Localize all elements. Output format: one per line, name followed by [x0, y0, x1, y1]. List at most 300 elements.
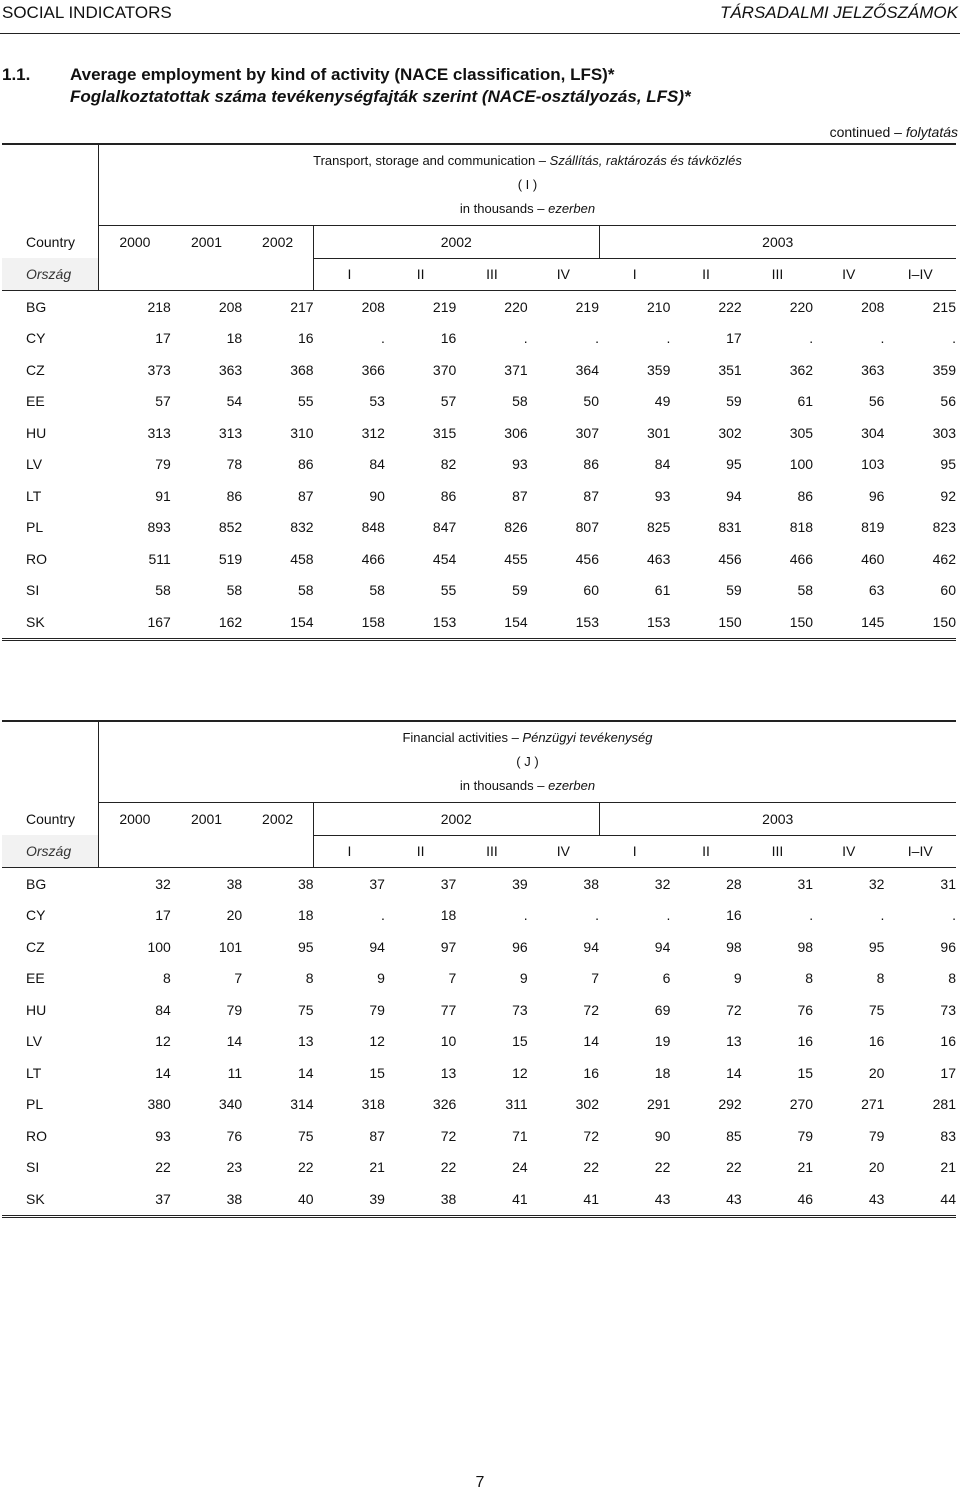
header-right-label: TÁRSADALMI JELZŐSZÁMOK	[719, 3, 958, 22]
value-cell: 16	[726, 907, 742, 924]
value-cell: 371	[504, 361, 528, 378]
value-cell: 58	[797, 582, 814, 599]
value-cell: 455	[504, 550, 528, 567]
value-cell: 73	[512, 1001, 528, 1018]
value-cell: .	[381, 330, 385, 347]
value-cell: 93	[512, 456, 528, 473]
value-cell: 94	[654, 938, 671, 955]
value-cell: 87	[512, 487, 528, 504]
value-cell: 454	[432, 550, 457, 567]
country-code: BG	[26, 875, 47, 892]
table-row	[2, 868, 956, 900]
value-cell: 49	[654, 393, 671, 410]
table-row	[2, 543, 956, 575]
table-row	[2, 900, 956, 932]
value-cell: 92	[940, 487, 956, 504]
continued-dash: –	[894, 124, 902, 140]
value-cell: 38	[385, 1183, 456, 1216]
value-cell: 54	[226, 393, 243, 410]
continued-hu: folytatás	[905, 124, 958, 140]
value-cell: 37	[98, 1183, 170, 1216]
value-cell: 79	[797, 1127, 814, 1144]
year-2003-quarters-header: 2003	[599, 226, 956, 259]
value-cell: 95	[297, 938, 314, 955]
table-row	[2, 449, 956, 481]
value-cell: 14	[297, 1064, 314, 1081]
value-cell: 94	[726, 487, 742, 504]
year-header: 2001	[171, 803, 242, 836]
nace-code: ( J )	[516, 754, 539, 769]
value-cell: 154	[242, 606, 313, 639]
table-row	[2, 417, 956, 449]
value-cell: 61	[654, 582, 671, 599]
value-cell: 15	[797, 1064, 814, 1081]
value-cell: 56	[868, 393, 885, 410]
value-cell: 315	[432, 424, 457, 441]
value-cell: 150	[884, 606, 956, 639]
value-cell: 303	[932, 424, 956, 441]
quarter-header: IV	[813, 835, 884, 868]
sector-heading	[98, 721, 956, 803]
quarter-header: II	[385, 258, 456, 291]
value-cell: 208	[361, 298, 385, 315]
sector-name-hu: Szállítás, raktározás és távközlés	[549, 153, 742, 168]
country-code: LV	[26, 1033, 43, 1050]
value-cell: 17	[155, 330, 171, 347]
country-code: LT	[26, 1064, 42, 1081]
value-cell: 37	[369, 875, 385, 892]
quarter-header: II	[385, 835, 456, 868]
value-cell: 222	[718, 298, 742, 315]
value-cell: 220	[789, 298, 814, 315]
quarter-header: III	[742, 835, 813, 868]
country-header: Country	[26, 810, 76, 827]
value-cell: 217	[290, 298, 314, 315]
value-cell: 95	[868, 938, 885, 955]
value-cell: .	[523, 907, 528, 924]
value-cell: 57	[155, 393, 171, 410]
value-cell: 100	[147, 938, 171, 955]
country-code: CZ	[26, 938, 45, 955]
quarter-header: III	[456, 835, 527, 868]
value-cell: 16	[440, 330, 457, 347]
value-cell: 39	[512, 875, 528, 892]
value-cell: 58	[155, 582, 171, 599]
sector-name-hu: Pénzügyi tevékenység	[522, 730, 653, 745]
value-cell: 13	[297, 1033, 314, 1050]
country-header: Country	[26, 233, 76, 250]
value-cell: 28	[726, 875, 742, 892]
value-cell: 456	[718, 550, 742, 567]
value-cell: 21	[940, 1159, 956, 1176]
value-cell: 44	[884, 1183, 956, 1216]
value-cell: 58	[512, 393, 528, 410]
table-row	[2, 323, 956, 355]
country-code: SI	[26, 582, 40, 599]
value-cell: 832	[290, 519, 314, 536]
value-cell: 831	[718, 519, 742, 536]
value-cell: 158	[314, 606, 385, 639]
value-cell: 46	[742, 1183, 813, 1216]
country-code: SK	[2, 606, 98, 639]
value-cell: 281	[932, 1096, 956, 1113]
value-cell: 79	[226, 1001, 243, 1018]
value-cell: 150	[742, 606, 813, 639]
value-cell: 7	[448, 970, 457, 987]
value-cell: 314	[290, 1096, 314, 1113]
value-cell: 72	[583, 1127, 599, 1144]
value-cell: 72	[583, 1001, 599, 1018]
value-cell: 56	[940, 393, 956, 410]
value-cell: 59	[726, 582, 742, 599]
value-cell: 91	[155, 487, 171, 504]
value-cell: 311	[505, 1096, 528, 1113]
value-cell: 97	[440, 938, 457, 955]
quarter-header: II	[670, 258, 741, 291]
value-cell: 94	[369, 938, 385, 955]
value-cell: 43	[813, 1183, 884, 1216]
value-cell: 8	[805, 970, 814, 987]
value-cell: 219	[432, 298, 457, 315]
country-code: HU	[26, 1001, 47, 1018]
quarter-header: I	[599, 835, 670, 868]
year-header: 2002	[242, 803, 313, 836]
table-row	[2, 1152, 956, 1184]
value-cell: 8	[163, 970, 171, 987]
value-cell: 60	[583, 582, 599, 599]
value-cell: 511	[148, 550, 171, 567]
value-cell: 167	[98, 606, 170, 639]
quarter-header: I	[314, 835, 385, 868]
value-cell: 366	[361, 361, 385, 378]
value-cell: 313	[147, 424, 171, 441]
value-cell: 18	[226, 330, 243, 347]
value-cell: 292	[718, 1096, 742, 1113]
country-code: LV	[26, 456, 43, 473]
country-code: PL	[26, 1096, 44, 1113]
value-cell: 519	[218, 550, 243, 567]
unit-label	[99, 197, 956, 221]
value-cell: 39	[314, 1183, 385, 1216]
value-cell: 59	[512, 582, 528, 599]
table-row	[2, 386, 956, 418]
value-cell: 75	[868, 1001, 885, 1018]
value-cell: 7	[591, 970, 599, 987]
value-cell: 373	[147, 361, 171, 378]
quarter-header: IV	[813, 258, 884, 291]
value-cell: 312	[361, 424, 385, 441]
quarter-header: I–IV	[884, 258, 956, 291]
value-cell: 17	[726, 330, 742, 347]
value-cell: 305	[789, 424, 814, 441]
unit-hu: ezerben	[548, 201, 596, 216]
unit-hu: ezerben	[548, 778, 596, 793]
value-cell: 9	[377, 970, 385, 987]
page-number: 7	[475, 1474, 485, 1491]
value-cell: .	[809, 330, 814, 347]
value-cell: 87	[583, 487, 599, 504]
value-cell: 86	[297, 456, 314, 473]
value-cell: .	[666, 330, 671, 347]
year-header: 2000	[98, 226, 170, 259]
table-row	[2, 1183, 956, 1216]
value-cell: 826	[504, 519, 528, 536]
header-rule	[0, 33, 960, 34]
value-cell: 95	[940, 456, 956, 473]
value-cell: 58	[369, 582, 385, 599]
value-cell: 162	[171, 606, 242, 639]
value-cell: 41	[456, 1183, 527, 1216]
value-cell: 77	[440, 1001, 457, 1018]
value-cell: 58	[297, 582, 314, 599]
value-cell: 94	[583, 938, 599, 955]
value-cell: 101	[218, 938, 243, 955]
value-cell: 72	[440, 1127, 457, 1144]
table-title	[2, 64, 691, 108]
value-cell: 363	[861, 361, 885, 378]
table-row	[2, 931, 956, 963]
header-left-label: SOCIAL INDICATORS	[2, 3, 172, 22]
value-cell: 86	[797, 487, 814, 504]
country-code: LT	[26, 487, 42, 504]
value-cell: 818	[789, 519, 814, 536]
value-cell: 304	[861, 424, 885, 441]
value-cell: 76	[226, 1127, 243, 1144]
value-cell: 466	[361, 550, 385, 567]
page-header	[0, 3, 960, 27]
quarter-header: I	[599, 258, 670, 291]
value-cell: 291	[647, 1096, 671, 1113]
value-cell: 43	[670, 1183, 741, 1216]
value-cell: .	[381, 907, 385, 924]
value-cell: 12	[155, 1033, 171, 1050]
sector-name-en: Transport, storage and communication	[313, 153, 536, 168]
year-2003-quarters-header: 2003	[599, 803, 956, 836]
value-cell: 22	[654, 1159, 671, 1176]
value-cell: 8	[876, 970, 885, 987]
country-code: HU	[26, 424, 47, 441]
value-cell: 50	[583, 393, 599, 410]
value-cell: 10	[440, 1033, 457, 1050]
value-cell: 208	[861, 298, 885, 315]
header-row	[2, 144, 956, 226]
table-row	[2, 1057, 956, 1089]
value-cell: .	[666, 907, 671, 924]
value-cell: 14	[583, 1033, 599, 1050]
value-cell: 313	[218, 424, 243, 441]
value-cell: 153	[599, 606, 670, 639]
value-cell: 84	[369, 456, 385, 473]
value-cell: 302	[718, 424, 742, 441]
value-cell: 86	[440, 487, 457, 504]
value-cell: 72	[726, 1001, 742, 1018]
year-header: 2000	[98, 803, 170, 836]
value-cell: 20	[868, 1159, 885, 1176]
value-cell: 20	[226, 907, 243, 924]
value-cell: 823	[932, 519, 956, 536]
country-code: CY	[26, 330, 46, 347]
value-cell: 37	[440, 875, 457, 892]
table-row	[2, 354, 956, 386]
value-cell: 307	[575, 424, 599, 441]
value-cell: 310	[290, 424, 314, 441]
value-cell: 22	[583, 1159, 599, 1176]
continued-en: continued	[829, 124, 891, 140]
value-cell: .	[595, 330, 599, 347]
value-cell: 22	[726, 1159, 742, 1176]
value-cell: 847	[432, 519, 457, 536]
unit-label	[99, 774, 956, 798]
table-financial	[2, 720, 956, 1218]
value-cell: 17	[940, 1064, 956, 1081]
sector-name	[99, 149, 956, 173]
value-cell: 219	[575, 298, 599, 315]
table-row	[2, 606, 956, 639]
value-cell: 43	[599, 1183, 670, 1216]
value-cell: 38	[226, 875, 243, 892]
sector-name	[99, 726, 956, 750]
value-cell: 22	[155, 1159, 171, 1176]
year-header: 2001	[171, 226, 242, 259]
value-cell: 16	[797, 1033, 814, 1050]
value-cell: 13	[440, 1064, 457, 1081]
value-cell: 351	[718, 361, 742, 378]
value-cell: 84	[654, 456, 671, 473]
quarter-header: IV	[528, 835, 599, 868]
value-cell: 16	[868, 1033, 885, 1050]
sector-name-en: Financial activities	[402, 730, 508, 745]
value-cell: 14	[726, 1064, 742, 1081]
value-cell: 73	[940, 1001, 956, 1018]
value-cell: 362	[789, 361, 814, 378]
country-code: CY	[26, 907, 46, 924]
value-cell: 359	[647, 361, 671, 378]
value-cell: 220	[504, 298, 528, 315]
value-cell: 215	[932, 298, 956, 315]
value-cell: 23	[226, 1159, 243, 1176]
value-cell: 76	[797, 1001, 814, 1018]
value-cell: 463	[647, 550, 671, 567]
value-cell: 93	[155, 1127, 171, 1144]
table-row	[2, 1089, 956, 1121]
value-cell: 466	[789, 550, 814, 567]
table-row	[2, 1026, 956, 1058]
value-cell: 145	[813, 606, 884, 639]
value-cell: 6	[662, 970, 671, 987]
year-spacer	[98, 835, 313, 868]
value-cell: 100	[789, 456, 814, 473]
value-cell: 210	[647, 298, 671, 315]
value-cell: 98	[797, 938, 814, 955]
value-cell: .	[595, 907, 599, 924]
value-cell: 58	[226, 582, 243, 599]
value-cell: 31	[940, 875, 956, 892]
country-code: SK	[2, 1183, 98, 1216]
table-row	[2, 1120, 956, 1152]
value-cell: 208	[218, 298, 243, 315]
value-cell: 306	[504, 424, 528, 441]
sector-dash: –	[535, 153, 550, 168]
value-cell: 53	[369, 393, 385, 410]
sector-dash: –	[507, 730, 523, 745]
value-cell: .	[952, 907, 956, 924]
value-cell: 83	[940, 1127, 956, 1144]
value-cell: 380	[147, 1096, 171, 1113]
year-2002-quarters-header: 2002	[314, 226, 599, 259]
unit-dash: –	[533, 778, 549, 793]
value-cell: 95	[726, 456, 742, 473]
quarter-row	[2, 835, 956, 868]
value-cell: 7	[234, 970, 243, 987]
value-cell: 22	[297, 1159, 314, 1176]
table-row	[2, 575, 956, 607]
country-code: RO	[26, 1127, 47, 1144]
value-cell: 32	[868, 875, 885, 892]
value-cell: 85	[726, 1127, 742, 1144]
value-cell: 22	[440, 1159, 457, 1176]
country-header-hu: Ország	[2, 835, 98, 868]
country-code: BG	[26, 298, 47, 315]
year-row	[2, 226, 956, 259]
sector-heading	[98, 144, 956, 226]
value-cell: 87	[369, 1127, 385, 1144]
value-cell: 21	[797, 1159, 814, 1176]
value-cell: .	[523, 330, 528, 347]
value-cell: 20	[868, 1064, 885, 1081]
value-cell: 57	[440, 393, 457, 410]
value-cell: 807	[575, 519, 599, 536]
unit-en: in thousands	[459, 201, 534, 216]
year-row	[2, 803, 956, 836]
value-cell: 84	[155, 1001, 171, 1018]
value-cell: 98	[726, 938, 742, 955]
table-row	[2, 480, 956, 512]
table-row	[2, 291, 956, 323]
value-cell: 16	[940, 1033, 956, 1050]
value-cell: 318	[361, 1096, 385, 1113]
value-cell: 271	[861, 1096, 885, 1113]
value-cell: 852	[218, 519, 243, 536]
value-cell: 153	[528, 606, 599, 639]
value-cell: 893	[147, 519, 171, 536]
value-cell: 55	[297, 393, 314, 410]
value-cell: 32	[654, 875, 671, 892]
value-cell: 340	[218, 1096, 243, 1113]
value-cell: 456	[575, 550, 599, 567]
quarter-header: II	[670, 835, 741, 868]
year-2002-quarters-header: 2002	[314, 803, 599, 836]
nace-code: ( I )	[517, 177, 538, 192]
value-cell: 93	[654, 487, 671, 504]
country-code: SI	[26, 1159, 40, 1176]
value-cell: 96	[868, 487, 885, 504]
value-cell: 41	[528, 1183, 599, 1216]
value-cell: 16	[583, 1064, 599, 1081]
value-cell: .	[880, 907, 885, 924]
value-cell: 71	[512, 1127, 528, 1144]
value-cell: 363	[218, 361, 243, 378]
value-cell: 78	[226, 456, 243, 473]
year-spacer	[98, 258, 313, 291]
value-cell: 359	[932, 361, 956, 378]
value-cell: 825	[647, 519, 671, 536]
value-cell: .	[880, 330, 885, 347]
value-cell: 154	[456, 606, 527, 639]
value-cell: 69	[654, 1001, 671, 1018]
value-cell: 460	[861, 550, 885, 567]
value-cell: 82	[440, 456, 457, 473]
value-cell: 9	[519, 970, 528, 987]
